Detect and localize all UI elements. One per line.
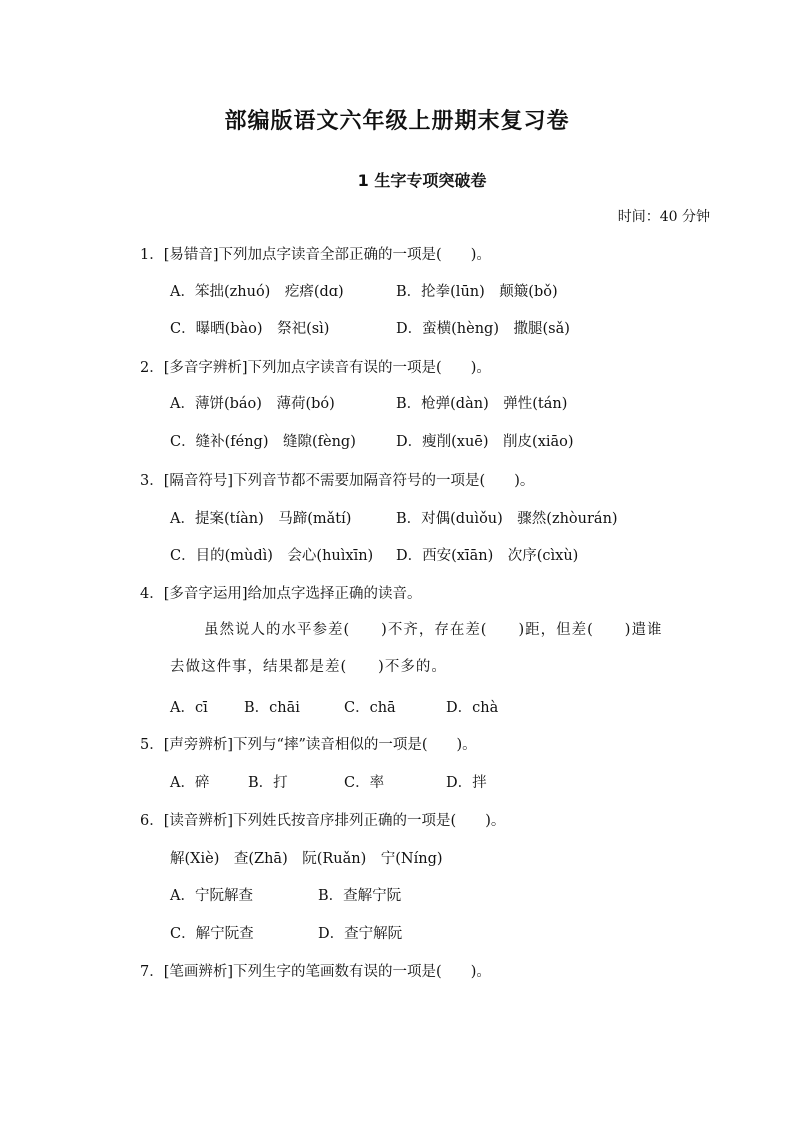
option-c[interactable]: C．chā (344, 700, 396, 716)
option-c[interactable]: C．解宁阮查 (170, 926, 254, 942)
page-title: 部编版语文六年级上册期末复习卷 (224, 109, 570, 134)
option-c[interactable]: C．率 (344, 775, 385, 791)
question-4-passage-line1: 虽然说人的水平参差( )不齐，存在差( )距，但差( )遣谁 (204, 622, 663, 638)
question-7-stem: 7．[笔画辨析]下列生字的笔画数有误的一项是( )。 (140, 964, 491, 980)
question-2-stem: 2．[多音字辨析]下列加点字读音有误的一项是( )。 (140, 360, 491, 376)
option-a[interactable]: A．碎 (170, 775, 210, 791)
option-d[interactable]: D．chà (446, 700, 499, 716)
question-4-passage-line2: 去做这件事，结果都是差( )不多的。 (170, 659, 447, 675)
option-b[interactable]: B．对偶(duìǒu) 骤然(zhòurán) (396, 511, 618, 527)
option-d[interactable]: D．拌 (446, 775, 487, 791)
option-b[interactable]: B．枪弹(dàn) 弹性(tán) (396, 396, 568, 412)
option-b[interactable]: B．打 (248, 775, 288, 791)
question-3-stem: 3．[隔音符号]下列音节都不需要加隔音符号的一项是( )。 (140, 473, 535, 489)
page-subtitle: 1 生字专项突破卷 (357, 171, 487, 190)
option-b[interactable]: B．查解宁阮 (318, 888, 402, 904)
option-a[interactable]: A．cī (170, 700, 208, 716)
question-4-stem: 4．[多音字运用]给加点字选择正确的读音。 (140, 586, 422, 602)
option-a[interactable]: A．宁阮解查 (170, 888, 253, 904)
question-1-stem: 1．[易错音]下列加点字读音全部正确的一项是( )。 (140, 247, 491, 263)
question-5-stem: 5．[声旁辨析]下列与“摔”读音相似的一项是( )。 (140, 737, 477, 753)
option-d[interactable]: D．查宁解阮 (318, 926, 403, 942)
option-d[interactable]: D．西安(xīān) 次序(cìxù) (396, 548, 579, 564)
option-b[interactable]: B．chāi (244, 700, 300, 716)
time-limit: 时间：40 分钟 (617, 209, 710, 225)
option-c[interactable]: C．曝晒(bào) 祭祀(sì) (170, 321, 330, 337)
option-a[interactable]: A．薄饼(báo) 薄荷(bó) (170, 396, 335, 412)
option-c[interactable]: C．缝补(féng) 缝隙(fèng) (170, 434, 356, 450)
option-c[interactable]: C．目的(mùdì) 会心(huìxīn) (170, 548, 374, 564)
question-6-stem: 6．[读音辨析]下列姓氏按音序排列正确的一项是( )。 (140, 813, 506, 829)
option-a[interactable]: A．笨拙(zhuó) 疙瘩(dɑ) (170, 284, 344, 300)
question-6-names: 解(Xiè) 查(Zhā) 阮(Ruǎn) 宁(Níng) (170, 851, 443, 867)
option-d[interactable]: D．蛮横(hèng) 撒腿(sǎ) (396, 321, 570, 337)
option-a[interactable]: A．提案(tíàn) 马蹄(mǎtí) (170, 511, 352, 527)
option-d[interactable]: D．瘦削(xuē) 削皮(xiāo) (396, 434, 574, 450)
option-b[interactable]: B．抡拳(lūn) 颠簸(bǒ) (396, 284, 558, 300)
